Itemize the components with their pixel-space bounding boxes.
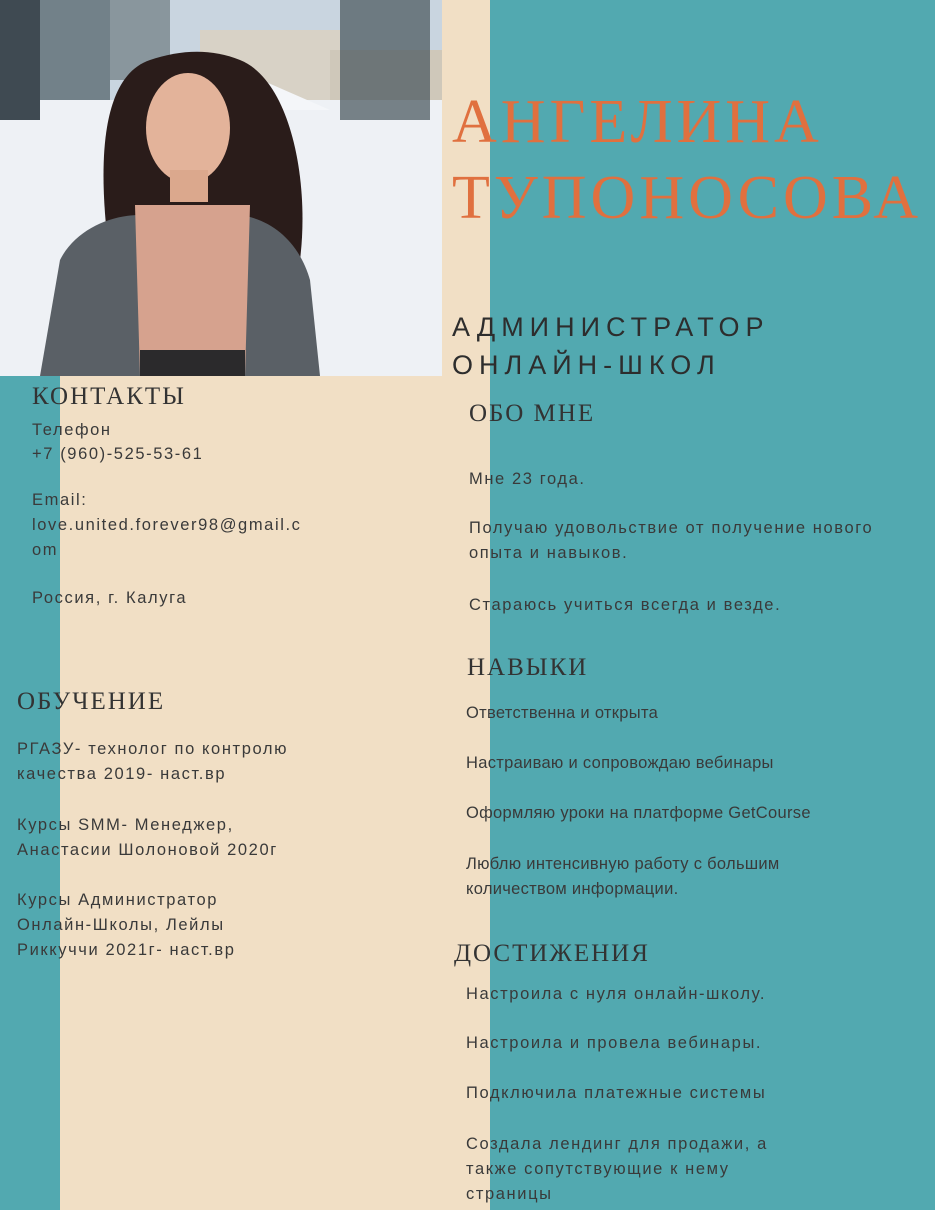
education-item: Курсы Администратор Онлайн-Школы, Лейлы Риккуччи 2021г- наст.вр (17, 891, 236, 959)
skills-heading: НАВЫКИ (467, 654, 589, 681)
achievement-item: Настроила с нуля онлайн-школу. (466, 985, 767, 1003)
achievement-item: Настроила и провела вебинары. (466, 1034, 763, 1052)
full-name (452, 84, 922, 236)
last-name: ТУПОНОСОВА (452, 164, 922, 232)
job-title (452, 308, 769, 384)
email-address-line-1[interactable]: love.united.forever98@gmail.c (32, 516, 302, 534)
email-block (32, 488, 302, 563)
job-title-line-2: ОНЛАЙН-ШКОЛ (452, 350, 721, 380)
portrait-photo (0, 0, 442, 376)
first-name: АНГЕЛИНА (452, 88, 823, 156)
about-item: Стараюсь учиться всегда и везде. (469, 596, 782, 614)
skill-item: Оформляю уроки на платформе GetCourse (466, 804, 811, 822)
achievement-item: Подключила платежные системы (466, 1084, 767, 1102)
about-heading: ОБО МНЕ (469, 400, 596, 427)
skill-item: Люблю интенсивную работу с большим количеством информации. (466, 855, 780, 898)
location: Россия, г. Калуга (32, 589, 188, 607)
email-label: Email: (32, 491, 88, 509)
skill-item: Настраиваю и сопровождаю вебинары (466, 754, 774, 772)
about-item: Мне 23 года. (469, 470, 586, 488)
phone-label: Телефон (32, 421, 112, 439)
achievement-item: Создала лендинг для продажи, а также сопутствующие к нему страницы (466, 1135, 768, 1203)
education-heading: ОБУЧЕНИЕ (17, 688, 166, 715)
education-item: Курсы SMM- Менеджер, Анастасии Шолоновой 2020г (17, 816, 278, 859)
job-title-line-1: АДМИНИСТРАТОР (452, 312, 770, 342)
contacts-block (32, 418, 203, 466)
about-item: Получаю удовольствие от получение нового опыта и навыков. (469, 519, 874, 562)
education-item: РГАЗУ- технолог по контролю качества 2019- наст.вр (17, 740, 289, 783)
phone-number[interactable]: +7 (960)-525-53-61 (32, 445, 204, 463)
skill-item: Ответственна и открыта (466, 704, 659, 722)
email-address-line-2[interactable]: om (32, 541, 59, 559)
achievements-heading: ДОСТИЖЕНИЯ (454, 940, 650, 967)
contacts-heading: КОНТАКТЫ (32, 383, 186, 410)
